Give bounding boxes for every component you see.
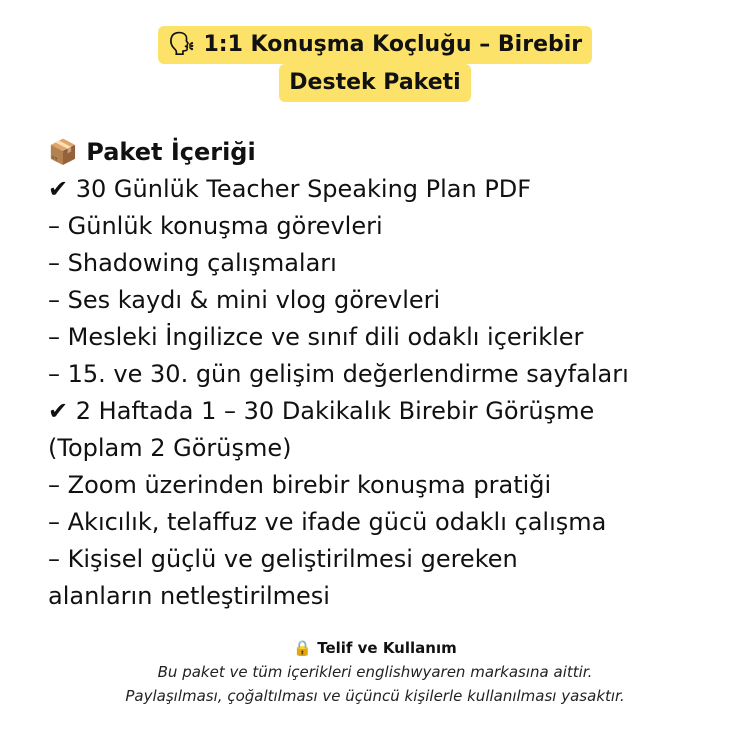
- sub-item: – Zoom üzerinden birebir konuşma pratiği: [48, 471, 552, 499]
- sub-item: – 15. ve 30. gün gelişim değerlendirme sayfaları: [48, 360, 629, 388]
- copyright-line-1: Bu paket ve tüm içerikleri englishwyaren markasına aittir.: [157, 663, 593, 681]
- copyright-title: [0, 636, 750, 660]
- page-title: [0, 26, 750, 102]
- sub-item: – Ses kaydı & mini vlog görevleri: [48, 286, 441, 314]
- copyright-notice: [0, 636, 750, 708]
- item-continuation: (Toplam 2 Görüşme): [48, 434, 292, 462]
- checkmark-icon: ✔: [48, 397, 69, 425]
- sub-item: – Günlük konuşma görevleri: [48, 212, 383, 240]
- item-text: 2 Haftada 1 – 30 Dakikalık Birebir Görüşme: [75, 397, 595, 425]
- title-line-1: [158, 26, 592, 64]
- sub-item: – Mesleki İngilizce ve sınıf dili odaklı içerikler: [48, 323, 584, 351]
- item-text: 30 Günlük Teacher Speaking Plan PDF: [75, 175, 532, 203]
- sub-item: alanların netleştirilmesi: [48, 582, 330, 610]
- section-heading-text: Paket İçeriği: [86, 138, 256, 166]
- list-item: [48, 393, 728, 430]
- title-text-1: 1:1 Konuşma Koçluğu – Birebir: [203, 32, 583, 57]
- package-icon: 📦: [48, 138, 78, 166]
- sub-item: – Shadowing çalışmaları: [48, 249, 337, 277]
- lock-icon: 🔒: [293, 639, 312, 657]
- package-contents: [48, 134, 728, 615]
- speaking-head-icon: 🗣: [167, 32, 196, 57]
- checkmark-icon: ✔: [48, 175, 69, 203]
- title-line-2: Destek Paketi: [279, 64, 470, 102]
- section-heading: [48, 134, 728, 171]
- copyright-title-text: Telif ve Kullanım: [317, 639, 457, 657]
- copyright-line-2: Paylaşılması, çoğaltılması ve üçüncü kişilerle kullanılması yasaktır.: [125, 687, 625, 705]
- sub-item: – Kişisel güçlü ve geliştirilmesi gereken: [48, 545, 518, 573]
- list-item: [48, 171, 728, 208]
- sub-item: – Akıcılık, telaffuz ve ifade gücü odaklı çalışma: [48, 508, 607, 536]
